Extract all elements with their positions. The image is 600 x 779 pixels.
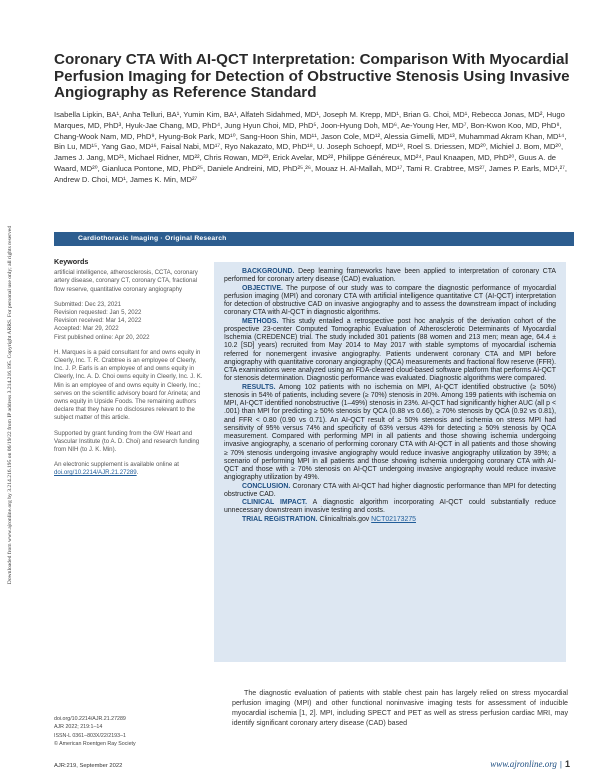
- abstract-results-heading: RESULTS.: [242, 383, 276, 391]
- footer-issue: AJR:219, September 2022: [54, 763, 123, 769]
- article-title: Coronary CTA With AI-QCT Interpretation: Comparison With Myocardial Perfusion Imaging for Detection of Obstructive Stenosis Using Invasive Angiography as Reference Standard: [54, 51, 570, 101]
- citation-copyright: © American Roentgen Ray Society: [54, 741, 136, 748]
- abstract-background: [224, 268, 556, 285]
- date-first-published: First published online: Apr 20, 2022: [54, 333, 150, 341]
- supplement-link[interactable]: doi.org/10.2214/AJR.21.27289: [54, 469, 137, 477]
- download-watermark: [2, 140, 12, 680]
- citation-block: [54, 715, 204, 749]
- abstract-clinical-impact: [224, 499, 556, 516]
- keywords-heading: Keywords: [54, 257, 89, 266]
- citation-journal: AJR 2022; 219:1–14: [54, 724, 103, 731]
- abstract-trial-text: Clinicaltrials.gov: [317, 515, 372, 523]
- author-list: Isabella Lipkin, BA¹, Anha Telluri, BA¹, Yumin Kim, BA¹, Alfateh Sidahmed, MD¹, Joseph M. Krepp, MD¹, Brian G. Choi, MD¹, Rebecca Jonas, MD², Hugo Marques, MD, PhD³, Hyuk-Jae Chang, MD, PhD⁴, Jung Hyun Choi, MD, PhD⁵, Joon-Hyung Doh, MD⁶, Ae-Young Her, MD⁷, Bon-Kwon Koo, MD, PhD⁸, Chang-Wook Nam, MD, PhD⁹, Hyung-Bok Park, MD¹⁰, Sang-Hoon Shin, MD¹¹, Jason Cole, MD¹², Alessia Gimelli, MD¹³, Muhammad Akram Khan, MD¹⁴, Bin Lu, MD¹⁵, Yang Gao, MD¹⁶, Faisal Nabi, MD¹⁷, Ryo Nakazato, MD, PhD¹⁸, U. Joseph Schoepf, MD¹⁹, Roel S. Driessen, MD²⁰, Michiel J. Bom, MD²⁰, James J. Jang, MD²¹, Michael Ridner, MD²², Chris Rowan, MD²³, Erick Avelar, MD²², Philippe Généreux, MD²⁴, Paul Knaapen, MD, PhD²⁰, Guus A. de Waard, MD²⁰, Gianluca Pontone, MD, PhD²⁵, Daniele Andreini, MD, PhD²⁵,²⁶, Mouaz H. Al-Mallah, MD¹⁷, Tami R. Crabtree, MS²⁷, James P. Earls, MD¹,²⁷, Andrew D. Choi, MD¹, James K. Min, MD²⁷: [54, 110, 568, 184]
- date-revision-requested: Revision requested: Jan 5, 2022: [54, 309, 142, 317]
- abstract-clinical-impact-text: A diagnostic algorithm incorporating AI-QCT could substantially reduce unnecessary downstream invasive testing and costs.: [224, 499, 556, 515]
- date-revision-received: Revision received: Mar 14, 2022: [54, 317, 142, 325]
- abstract-results-text: Among 102 patients with no ischemia on MPI, AI-QCT identified obstructive (≥ 50%) stenosis in 54% of patients, including severe (≥ 70%) stenosis in 20%. Among 199 patients with ischemia on MPI, AI-QCT identified nonobstructive (1–49%) stenosis in 23%. AI-QCT had significantly higher AUC (all p < .001) than MPI for predicting ≥ 50% stenosis by QCA (0.88 vs 0.66), ≥ 70% stenosis by QCA (0.92 vs 0.81), and FFR < 0.80 (0.90 vs 0.71). An AI-QCT result of ≥ 50% stenosis and ischemia on stress MPI had sensitivity of 95% versus 74% and specificity of 63% versus 43% for detecting ≥ 50% stenosis by QCA measurement. Compared with performing MPI in all patients and those showing ischemia undergoing invasive angiography, a scenario of performing coronary CTA with AI-QCT in all patients and those showing ≥ 70% stenosis undergoing invasive angiography would reduce invasive angiography utilization by 39%; a scenario of performing MPI in all patients and those showing ischemia undergoing coronary CTA with AI-QCT and those with ≥ 70% stenosis on AI-QCT undergoing invasive angiography would reduce invasive angiography utilization by 49%.: [224, 383, 556, 482]
- abstract-conclusion-text: Coronary CTA with AI-QCT had higher diagnostic performance than MPI for detecting obstructive CAD.: [224, 482, 556, 498]
- abstract-conclusion: [224, 483, 556, 500]
- history-dates: [54, 301, 204, 342]
- date-submitted: Submitted: Dec 23, 2021: [54, 300, 122, 308]
- abstract-background-text: Deep learning frameworks have been applied to interpretation of coronary CTA performed for coronary artery disease (CAD) evaluation.: [224, 268, 556, 284]
- abstract-clinical-impact-heading: CLINICAL IMPACT.: [242, 499, 308, 506]
- citation-doi: doi.org/10.2214/AJR.21.27289: [54, 716, 126, 722]
- supplement-text: An electronic supplement is available online at: [54, 461, 179, 469]
- abstract-objective-heading: OBJECTIVE.: [242, 284, 283, 292]
- section-band: [54, 232, 574, 246]
- supplement-period: .: [136, 469, 139, 477]
- article-info-column: [54, 258, 204, 485]
- supplement-note: [54, 461, 204, 477]
- section-label: Cardiothoracic Imaging · Original Research: [78, 235, 227, 242]
- download-watermark-text: Downloaded from www.ajronline.org by 3.214.216.195 on 06/19/22 from IP address 3.214.216.195. Copyright ARRS. For personal use only; all rights reserved: [7, 225, 13, 585]
- abstract-objective-text: The purpose of our study was to compare the diagnostic performance of myocardial perfusion imaging (MPI) and coronary CTA with artificial intelligence quantitative CT (AI-QCT) interpretation for detection of obstructive CAD on invasive angiography and to assess the downstream impact of including coronary CTA with AI-QCT in diagnostic algorithms.: [224, 284, 556, 317]
- abstract-background-heading: BACKGROUND.: [242, 268, 295, 275]
- journal-url[interactable]: www.ajronline.org: [490, 759, 557, 769]
- date-accepted: Accepted: Mar 29, 2022: [54, 325, 119, 333]
- abstract-trial-registration: [224, 516, 556, 524]
- trial-registration-link[interactable]: NCT02173275: [371, 515, 416, 523]
- abstract-methods: [224, 318, 556, 384]
- keywords-list: artificial intelligence, atherosclerosis, CCTA, coronary artery disease, coronary CT, coronary CTA, fractional flow reserve, quantitative coronary angiography: [54, 269, 198, 293]
- funding-statement: Supported by grant funding from the GW Heart and Vascular Institute (to A. D. Choi) and research funding from NIH (to J. K. Min).: [54, 429, 200, 454]
- disclosure-statement: H. Marques is a paid consultant for and owns equity in Cleerly, Inc. T. R. Crabtree is an employee of Cleerly, Inc. J. P. Earls is an employee of and owns equity in Cleerly, Inc. A. D. Choi owns equity in Cleerly, Inc. J. K. Min is an employee of and owns equity in Cleerly, Inc.; serves on the scientific advisory board for Arineta; and owns equity in Upside Foods. The remaining authors declare that they have no disclosures relevant to the subject matter of this article.: [54, 348, 203, 422]
- abstract-box: [214, 262, 566, 662]
- page-number: 1: [564, 759, 570, 769]
- abstract-methods-text: This study entailed a retrospective post hoc analysis of the derivation cohort of the prospective 23-center Computed Tomographic Evaluation of Atherosclerotic Determinants of Myocardial Ischemia (CREDENCE) trial. The study included 301 patients (88 women and 213 men; mean age, 64.4 ± 10.2 [SD] years) recruited from May 2014 to May 2017 with stable symptoms of myocardial ischemia referred for nonemergent invasive angiography. Patients underwent coronary CTA and MPI before angiography with quantitative coronary angiography (QCA) measurements and fractional flow reserve (FFR). CTA examinations were analyzed using an FDA-cleared cloud-based software platform that performs AI-QCT for stenosis determination. Diagnostic performance was evaluated. Diagnostic algorithms were compared.: [224, 317, 556, 383]
- footer-journal: [490, 759, 570, 769]
- abstract-methods-heading: METHODS.: [242, 317, 279, 325]
- abstract-results: [224, 384, 556, 483]
- citation-issn: ISSN-L 0361–803X/22/2193–1: [54, 732, 126, 739]
- footer-separator: |: [559, 760, 562, 769]
- abstract-trial-heading: TRIAL REGISTRATION.: [242, 515, 318, 523]
- abstract-conclusion-heading: CONCLUSION.: [242, 482, 291, 490]
- introduction-paragraph: The diagnostic evaluation of patients with stable chest pain has largely relied on stress myocardial perfusion imaging (MPI) and other functional noninvasive imaging tests for assessment of inducible myocardial ischemia [1, 2]. MPI, including SPECT and PET as well as stress perfusion cardiac MRI, may identify significant coronary artery disease (CAD) based: [232, 689, 568, 727]
- abstract-objective: [224, 285, 556, 318]
